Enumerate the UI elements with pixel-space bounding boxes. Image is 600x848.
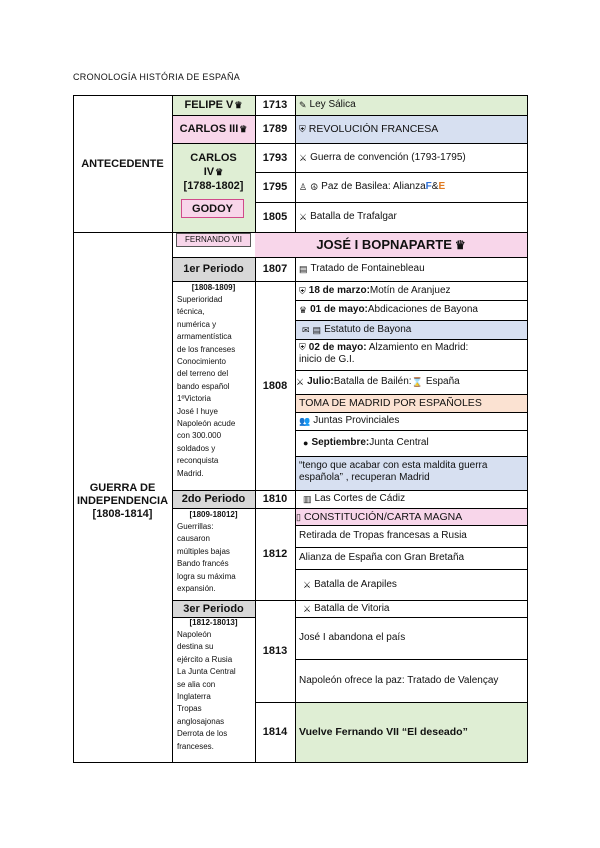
grid-line (172, 600, 528, 601)
crown-icon: ♛ (454, 237, 466, 252)
description-line: causaron (177, 534, 210, 544)
description-line: Derrota de los (177, 729, 228, 739)
description-line: múltiples bajas (177, 546, 230, 556)
event-cortes-cadiz: ▥ Las Cortes de Cádiz (303, 493, 406, 504)
event-ley-salica: ✎ Ley Sálica (299, 99, 356, 110)
hourglass-icon: ⌛ (411, 377, 423, 387)
periodo1-dates: [1808-1809] (191, 283, 236, 292)
periodo3-description (177, 629, 255, 753)
grid-line (295, 370, 528, 371)
year-1713: 1713 (262, 99, 288, 111)
year-1793: 1793 (262, 151, 288, 164)
scroll-icon: ✉ (302, 324, 310, 335)
grid-line (295, 547, 528, 548)
grid-line (73, 232, 528, 233)
event-vitoria: ⚔ Batalla de Vitoria (303, 602, 390, 614)
swords-icon: ⚔ (303, 603, 312, 614)
grid-line (172, 143, 528, 144)
king-carlos-iii: CARLOS III ♛ (179, 123, 248, 135)
event-constitucion: ▯ CONSTITUCIÓN/CARTA MAGNA (296, 510, 463, 523)
crown-icon: ♛ (299, 305, 308, 315)
periodo1-label: 1er Periodo (183, 263, 244, 275)
event-paz-basilea: ♙ ☮ Paz de Basilea: Alianza F & E (299, 181, 446, 192)
document-icon: ▤ (299, 264, 308, 274)
grid-line (255, 702, 528, 703)
grid-line (295, 569, 528, 570)
grid-line (255, 202, 528, 203)
grid-line (295, 456, 528, 457)
grid-line (172, 281, 528, 282)
description-line: Tropas (177, 704, 202, 714)
person-icon: ● (303, 438, 309, 448)
grid-line (295, 300, 528, 301)
grid-line (73, 762, 528, 763)
event-vuelve-fernando: Vuelve Fernando VII “El deseado” (299, 726, 468, 738)
event-guerra-convencion: ⚔ Guerra de convención (1793-1795) (299, 151, 466, 163)
grid-line (295, 394, 528, 395)
year-1808: 1808 (262, 379, 288, 392)
description-line: con 300.000 (177, 431, 222, 441)
peace-icon: ☮ (310, 182, 319, 192)
grid-line (527, 95, 528, 762)
grid-line (295, 430, 528, 431)
document-icon: ▯ (296, 511, 301, 522)
description-line: expansión. (177, 584, 216, 594)
shield-icon: ⛨ (299, 285, 306, 296)
event-valencay: Napoleón ofrece la paz: Tratado de Valençay (299, 674, 499, 686)
description-line: armamentística (177, 332, 232, 342)
swords-icon: ⚔ (303, 579, 312, 590)
periodo2-dates: [1809-18012] (189, 510, 238, 519)
description-line: destina su (177, 642, 214, 652)
periodo2-description (177, 521, 255, 595)
antecedente-label: ANTECEDENTE (81, 157, 164, 170)
event-trafalgar: ⚔ Batalla de Trafalgar (299, 211, 397, 222)
year-1807: 1807 (262, 263, 288, 275)
event-revolucion-francesa: ⛨ REVOLUCIÓN FRANCESA (299, 123, 439, 135)
document-title: CRONOLOGÍA HISTÓRIA DE ESPAÑA (73, 72, 241, 82)
crown-icon: ♛ (215, 167, 224, 177)
grid-line (255, 257, 256, 762)
event-alzamiento-madrid: ⛨ 02 de mayo: Alzamiento en Madrid: inicio de G.I. (299, 342, 469, 365)
year-1805: 1805 (262, 211, 288, 223)
grid-line (172, 490, 528, 491)
year-1795: 1795 (262, 181, 288, 193)
periodo3-dates: [1812-18013] (189, 618, 238, 627)
building-icon: ▥ (303, 494, 312, 504)
grid-line (295, 257, 296, 762)
description-line: La Junta Central (177, 667, 236, 677)
year-1814: 1814 (262, 726, 288, 738)
shield-icon: ⛨ (299, 342, 306, 352)
description-line: reconquista (177, 456, 219, 466)
description-line: Conocimiento (177, 357, 226, 367)
king-carlos-iv: CARLOS IV♛ [1788-1802] (183, 152, 244, 192)
description-line: Inglaterra (177, 692, 211, 702)
grid-line (172, 617, 255, 618)
description-line: anglosajonas (177, 716, 225, 726)
grid-line (73, 95, 74, 762)
description-line: se alia con (177, 679, 216, 689)
periodo3-label: 3er Periodo (183, 602, 244, 615)
king-felipe-v: FELIPE V ♛ (184, 99, 243, 111)
crown-icon: ♛ (234, 100, 243, 110)
grid-line (172, 508, 528, 509)
grid-line (295, 320, 528, 321)
grid-line (172, 95, 173, 762)
event-estatuto-bayona: ✉ ▤ Estatuto de Bayona (302, 323, 412, 335)
grid-line (295, 617, 528, 618)
description-line: logra su máxima (177, 571, 236, 581)
document-icon: ▤ (312, 324, 322, 335)
description-line: bando español (177, 381, 230, 391)
periodo1-description (177, 294, 255, 480)
year-1810: 1810 (262, 493, 288, 505)
description-line: soldados y (177, 443, 216, 453)
crown-icon: ♛ (239, 124, 248, 134)
year-1789: 1789 (262, 123, 288, 135)
swords-icon: ⚔ (296, 377, 305, 387)
year-1812: 1812 (262, 548, 288, 560)
grid-line (295, 659, 528, 660)
people-icon: 👥 (299, 416, 311, 426)
description-line: ejército a Rusia (177, 654, 233, 664)
handshake-icon: ♙ (299, 182, 308, 192)
fernando-vii-badge: FERNANDO VII (176, 233, 251, 247)
description-line: técnica, (177, 307, 205, 317)
description-line: numérica y (177, 319, 217, 329)
jose-bonaparte-title: JOSÉ I BOPNAPARTE ♛ (316, 236, 466, 252)
document-icon: ✎ (299, 100, 307, 110)
description-line: Napoleón (177, 630, 212, 639)
event-quote: “tengo que acabar con esta maldita guerra española” , recuperan Madrid (299, 460, 488, 483)
event-junta-central: ● Septiembre: Junta Central (303, 437, 429, 448)
description-line: franceses. (177, 741, 214, 751)
event-fontainebleau: ▤ Tratado de Fontainebleau (299, 263, 425, 274)
grid-line (172, 257, 528, 258)
grid-line (295, 525, 528, 526)
description-line: 1ºVictoria (177, 394, 211, 404)
description-line: Napoleón acude (177, 419, 236, 429)
event-alianza-gb: Alianza de España con Gran Bretaña (299, 552, 465, 563)
description-line: Bando francés (177, 559, 229, 569)
grid-line (295, 412, 528, 413)
guerra-label: GUERRA DE INDEPENDENCIA [1808-1814] (76, 482, 169, 520)
grid-line (295, 339, 528, 340)
description-line: Superioridad (177, 295, 223, 304)
shield-icon: ⛨ (299, 124, 306, 134)
grid-line (172, 115, 528, 116)
event-batalla-bailen: ⚔ Julio: Batalla de Bailén: ⌛ España (296, 376, 460, 387)
event-arapiles: ⚔ Batalla de Arapiles (303, 578, 397, 590)
event-retirada-tropas: Retirada de Tropas francesas a Rusia (299, 530, 467, 541)
description-line: del terreno del (177, 369, 229, 379)
grid-line (255, 172, 528, 173)
swords-icon: ⚔ (299, 152, 308, 163)
description-line: de los franceses (177, 344, 236, 354)
periodo2-label: 2do Periodo (181, 493, 246, 505)
event-juntas-provinciales: 👥 Juntas Provinciales (299, 415, 400, 426)
event-abdicaciones: ♛ 01 de mayo: Abdicaciones de Bayona (299, 304, 478, 315)
description-line: José I huye (177, 406, 218, 416)
swords-icon: ⚔ (299, 212, 308, 222)
godoy-badge: GODOY (181, 199, 244, 218)
event-motin-aranjuez: ⛨ 18 de marzo: Motín de Aranjuez (299, 284, 451, 296)
description-line: Guerrillas: (177, 522, 214, 531)
event-toma-madrid: TOMA DE MADRID POR ESPAÑOLES (299, 397, 482, 409)
event-jose-abandona: José I abandona el país (299, 632, 406, 643)
year-1813: 1813 (262, 645, 288, 657)
grid-line (73, 95, 528, 96)
description-line: Madrid. (177, 468, 204, 478)
